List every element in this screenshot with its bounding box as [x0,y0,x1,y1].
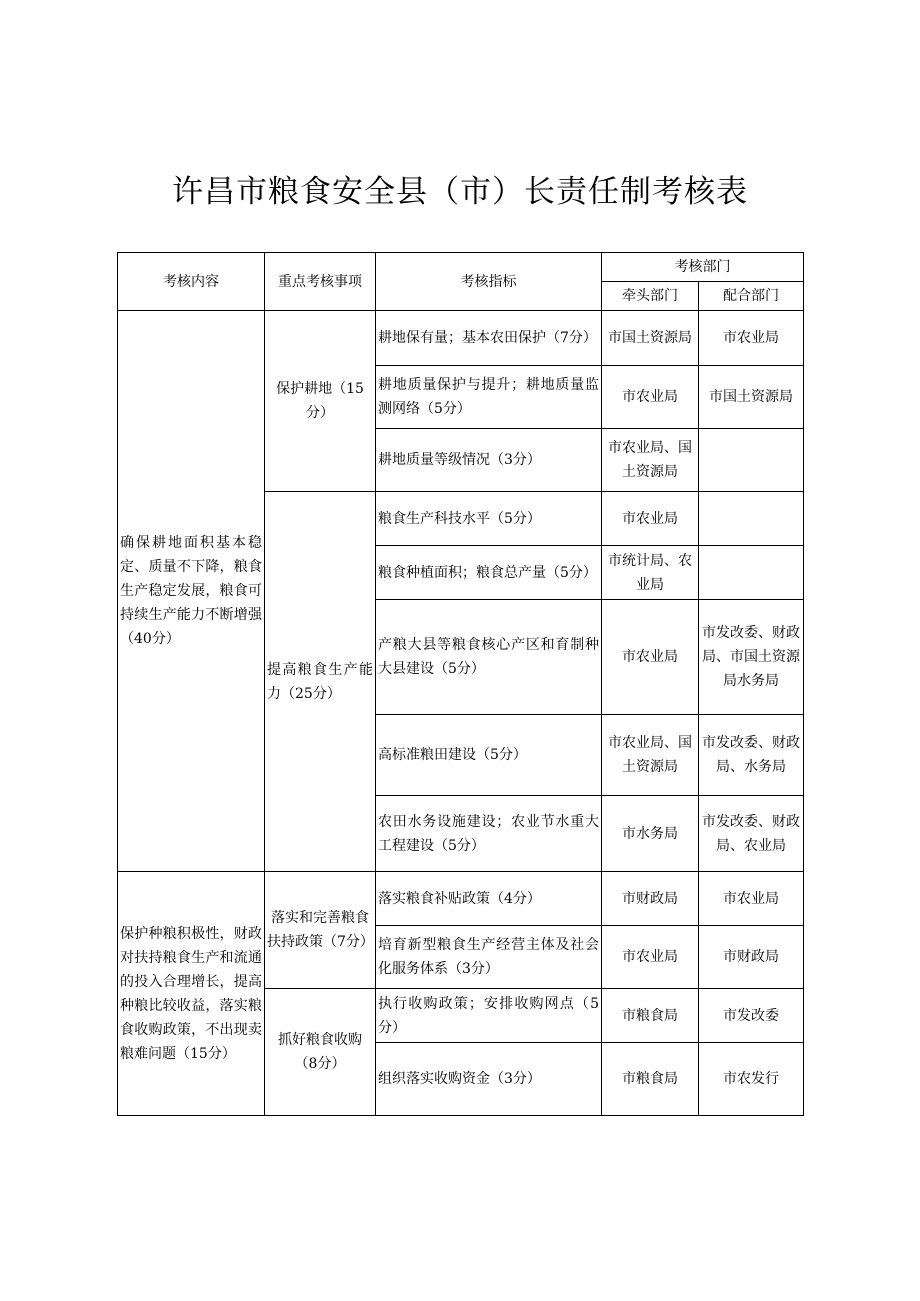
indicator-cell: 培育新型粮食生产经营主体及社会化服务体系（3分） [376,926,602,989]
lead-dept-cell: 市水务局 [602,796,699,872]
item-cell: 提高粮食生产能力（25分） [265,492,376,872]
lead-dept-cell: 市国土资源局 [602,311,699,366]
header-lead: 牵头部门 [602,282,699,311]
indicator-cell: 粮食生产科技水平（5分） [376,492,602,546]
indicator-cell: 落实粮食补贴政策（4分） [376,872,602,926]
indicator-cell: 耕地质量等级情况（3分） [376,429,602,492]
item-cell: 抓好粮食收购（8分） [265,989,376,1116]
indicator-cell: 组织落实收购资金（3分） [376,1043,602,1116]
assist-dept-cell [699,546,804,600]
lead-dept-cell: 市统计局、农业局 [602,546,699,600]
item-cell: 保护耕地（15分） [265,311,376,492]
header-assist: 配合部门 [699,282,804,311]
indicator-cell: 粮食种植面积；粮食总产量（5分） [376,546,602,600]
assist-dept-cell: 市农业局 [699,872,804,926]
indicator-cell: 耕地质量保护与提升；耕地质量监测网络（5分） [376,366,602,429]
indicator-cell: 产粮大县等粮食核心产区和育制种大县建设（5分） [376,600,602,715]
lead-dept-cell: 市农业局 [602,926,699,989]
assist-dept-cell: 市发改委、财政局、市国土资源局水务局 [699,600,804,715]
lead-dept-cell: 市农业局 [602,492,699,546]
assessment-table [117,252,804,1116]
lead-dept-cell: 市财政局 [602,872,699,926]
assist-dept-cell: 市农发行 [699,1043,804,1116]
indicator-cell: 高标准粮田建设（5分） [376,715,602,796]
lead-dept-cell: 市农业局、国土资源局 [602,715,699,796]
assist-dept-cell: 市发改委 [699,989,804,1043]
assist-dept-cell: 市国土资源局 [699,366,804,429]
assist-dept-cell: 市发改委、财政局、农业局 [699,796,804,872]
indicator-cell: 耕地保有量；基本农田保护（7分） [376,311,602,366]
lead-dept-cell: 市粮食局 [602,989,699,1043]
assist-dept-cell [699,429,804,492]
assist-dept-cell: 市农业局 [699,311,804,366]
header-indicator: 考核指标 [376,253,602,311]
lead-dept-cell: 市农业局 [602,366,699,429]
lead-dept-cell: 市农业局、国土资源局 [602,429,699,492]
lead-dept-cell: 市农业局 [602,600,699,715]
indicator-cell: 农田水务设施建设；农业节水重大工程建设（5分） [376,796,602,872]
indicator-cell: 执行收购政策；安排收购网点（5分） [376,989,602,1043]
assist-dept-cell [699,492,804,546]
header-item: 重点考核事项 [265,253,376,311]
assist-dept-cell: 市发改委、财政局、水务局 [699,715,804,796]
content-cell: 保护种粮积极性，财政对扶持粮食生产和流通的投入合理增长，提高种粮比较收益，落实粮食收购政策，不出现卖粮难问题（15分） [118,872,265,1116]
assist-dept-cell: 市财政局 [699,926,804,989]
header-content: 考核内容 [118,253,265,311]
lead-dept-cell: 市粮食局 [602,1043,699,1116]
page-title: 许昌市粮食安全县（市）长责任制考核表 [172,174,748,210]
item-cell: 落实和完善粮食扶持政策（7分） [265,872,376,989]
content-cell: 确保耕地面积基本稳定、质量不下降，粮食生产稳定发展，粮食可持续生产能力不断增强（40分） [118,311,265,872]
header-dept: 考核部门 [602,253,804,282]
